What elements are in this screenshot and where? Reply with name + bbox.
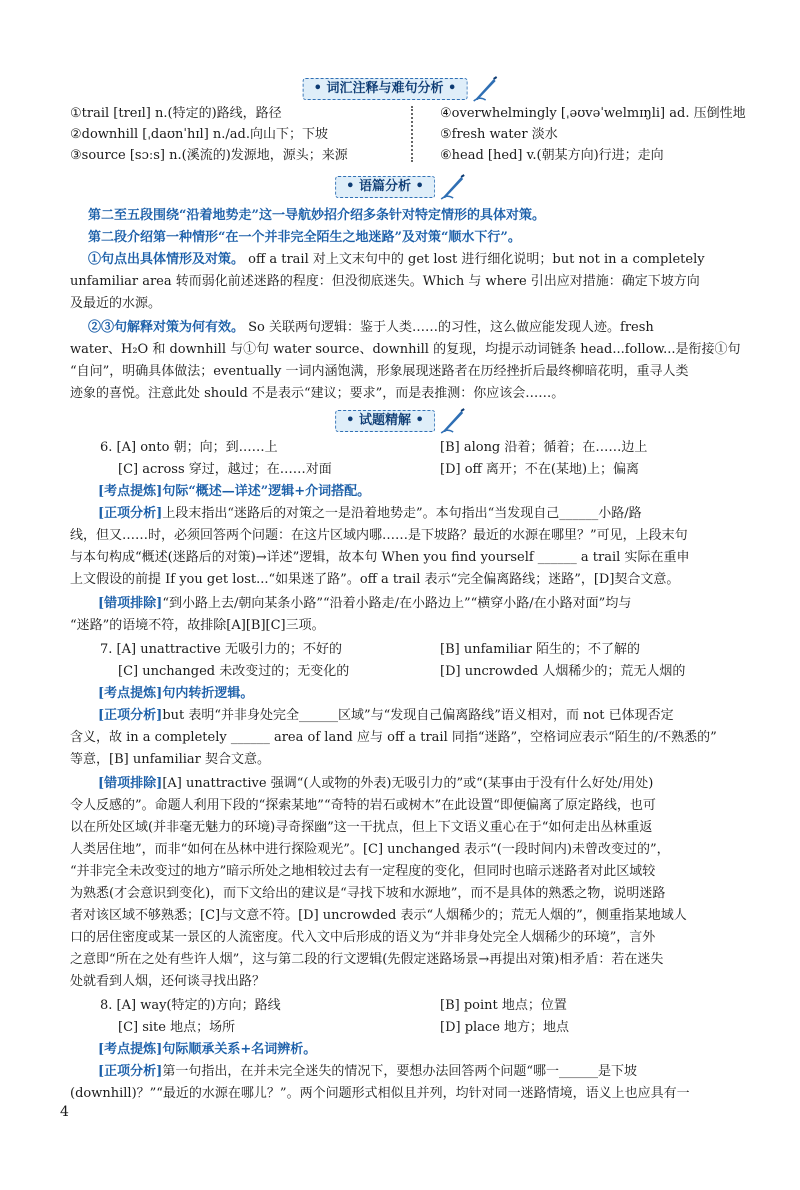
vocab-item-3: ③source [sɔːs] n.(溪流的)发源地，源头；来源 [70,148,348,163]
q7-exclude-line1 [98,774,653,793]
q7-correct-text1: but 表明“并非身处完全______区域”与“发现自己偏离路线”语义相对，而 not 已体现否定 [162,708,674,723]
discourse-overview: 第二至五段围绕“沿着地势走”这一导航妙招介绍多条针对特定情形的具体对策。 [88,208,545,223]
q8-key-point-tag: [考点提炼] [98,1042,163,1057]
quill-pen-icon [439,408,465,434]
q7-exclude-line2: 令人反感的”。命题人利用下段的“探索某地”“奇特的岩石或树木”在此设置“即便偏离了原定路线，也可 [70,798,656,813]
q6-key-point-text: 句际“概述—详述”逻辑+介词搭配。 [162,484,371,499]
section-banner-discourse [335,176,465,198]
q8-option-c: [C] site 地点；场所 [118,1020,236,1035]
q7-exclude-text1: [A] unattractive 强调“(人或物的外表)无吸引力的”或“(某事由于没有什么好处/用处) [162,776,654,791]
q8-option-a: 8. [A] way(特定的)方向；路线 [100,998,281,1013]
discourse-sent1-text: off a trail 对上文末句中的 get lost 进行细化说明；but not in a completely [248,252,705,267]
q7-option-a: 7. [A] unattractive 无吸引力的；不好的 [100,642,342,657]
q7-exclude-line9: 之意即“所在之处有些许人烟”，这与第二段的行文逻辑(先假定迷路场景→再提出对策)相矛盾：若在迷失 [70,952,664,967]
discourse-sent23-line4: 迹象的喜悦。注意此处 should 不是表示“建议；要求”，而是表推测：你应该会……。 [70,386,565,401]
q6-correct-line3: 与本句构成“概述(迷路后的对策)→详述”逻辑，故本句 When you find yourself ______ a trail 实际在重申 [70,550,690,565]
q7-exclude-line4: 人类居住地”，而非“如何在丛林中进行探险观光”。[C] unchanged 表示“(一段时间内)未曾改变过的”， [70,842,670,857]
q7-correct-line2: 含义，故 in a completely ______ area of land 应与 off a trail 同指“迷路”，空格词应表示“陌生的/不熟悉的” [70,730,717,745]
section-banner-exam [335,410,465,432]
discourse-sent23-line2: water、H₂O 和 downhill 与①句 water source、downhill 的复现，均提示动词链条 head...follow...是衔接①句 [70,342,741,357]
q7-key-point-tag: [考点提炼] [98,686,163,701]
q6-option-c: [C] across 穿过，越过；在……对面 [118,462,332,477]
vocab-item-2: ②downhill [ˌdaʊnˈhɪl] n./ad.向山下；下坡 [70,127,328,142]
q7-option-c: [C] unchanged 未改变过的；无变化的 [118,664,350,679]
q6-option-a: 6. [A] onto 朝；向；到……上 [100,440,278,455]
q7-correct-line1 [98,706,674,725]
q8-key-point-text: 句际顺承关系+名词辨析。 [162,1042,317,1057]
q6-correct-tag: [正项分析] [98,506,163,521]
q7-correct-line3: 等意，[B] unfamiliar 契合文意。 [70,752,271,767]
q7-exclude-line5: “并非完全未改变过的地方”暗示所处之地相较过去有一定程度的变化，但同时也暗示迷路者对此区域较 [70,864,656,879]
q6-exclude-text1: “到小路上去/朝向某条小路”“沿着小路走/在小路边上”“横穿小路/在小路对面”均与 [162,596,632,611]
q6-exclude-line1 [98,594,631,613]
q7-exclude-line6: 为熟悉(才会意识到变化)，而下文给出的建议是“寻找下坡和水源地”，而不是具体的熟悉之物，说明迷路 [70,886,666,901]
spiral-divider [411,106,423,162]
quill-pen-icon [471,76,497,102]
q8-option-b: [B] point 地点；位置 [440,998,567,1013]
q6-option-b: [B] along 沿着；循着；在……边上 [440,440,648,455]
discourse-sent23-line1 [88,318,654,337]
section-title-discourse: • 语篇分析 • [335,176,435,198]
discourse-sent23-line3: “自问”，明确具体做法；eventually 一词内涵饱满，形象展现迷路者在历经挫折后最终柳暗花明，重寻人类 [70,364,689,379]
q7-option-d: [D] uncrowded 人烟稀少的；荒无人烟的 [440,664,686,679]
discourse-sent1-line3: 及最近的水源。 [70,296,162,311]
q7-option-b: [B] unfamiliar 陌生的；不了解的 [440,642,641,657]
q8-correct-text1: 第一句指出，在并未完全迷失的情况下，要想办法回答两个问题“哪一______是下坡 [162,1064,637,1079]
q7-exclude-line8: 口的居住密度或某一景区的人流密度。代入文中后形成的语义为“并非身处完全人烟稀少的环境”，言外 [70,930,656,945]
vocab-item-5: ⑤fresh water 淡水 [440,127,558,142]
q7-key-point [98,684,253,703]
q6-exclude-line2: “迷路”的语境不符，故排除[A][B][C]三项。 [70,618,325,633]
q7-exclude-tag: [错项排除] [98,776,163,791]
q6-correct-line1 [98,504,642,523]
q8-correct-line1 [98,1062,637,1081]
vocab-item-6: ⑥head [hed] v.(朝某方向)行进；走向 [440,148,664,163]
q6-correct-line2: 线，但又……时，必须回答两个问题：在这片区域内哪……是下坡路？最近的水源在哪里？”可见，上段末句 [70,528,688,543]
q6-key-point-tag: [考点提炼] [98,484,163,499]
vocab-item-1: ①trail [treɪl] n.(特定的)路线，路径 [70,106,282,121]
q7-key-point-text: 句内转折逻辑。 [162,686,254,701]
q8-correct-tag: [正项分析] [98,1064,163,1079]
section-banner-vocab [303,78,498,100]
q7-exclude-line10: 处就看到人烟，还何谈寻找出路？ [70,974,266,989]
discourse-sent23-text: So 关联两句逻辑：鉴于人类……的习性，这么做应能发现人迹。fresh [248,320,654,335]
section-title-vocab: • 词汇注释与难句分析 • [303,78,468,100]
q6-option-d: [D] off 离开；不在(某地)上；偏离 [440,462,640,477]
quill-pen-icon [439,174,465,200]
q6-correct-text1: 上段末指出“迷路后的对策之一是沿着地势走”。本句指出“当发现自己______小路/路 [162,506,642,521]
discourse-sent1-label: ①句点出具体情形及对策。 [88,252,245,267]
discourse-para2: 第二段介绍第一种情形“在一个并非完全陌生之地迷路”及对策“顺水下行”。 [88,230,521,245]
q6-exclude-tag: [错项排除] [98,596,163,611]
page-number: 4 [60,1104,69,1120]
discourse-sent23-label: ②③句解释对策为何有效。 [88,320,245,335]
discourse-sent1-line1 [88,250,705,269]
section-title-exam: • 试题精解 • [335,410,435,432]
q7-exclude-line3: 以在所处区域(并非毫无魅力的环境)寻奇探幽”这一干扰点，但上下文语义重心在于“如何走出丛林重返 [70,820,653,835]
q6-correct-line4: 上文假设的前提 If you get lost...“如果迷了路”。off a trail 表示“完全偏离路线；迷路”，[D]契合文意。 [70,572,680,587]
discourse-sent1-line2: unfamiliar area 转而弱化前述迷路的程度：但没彻底迷失。Which 与 where 引出应对措施：确定下坡方向 [70,274,700,289]
q8-correct-line2: (downhill)？”“最近的水源在哪儿？”。两个问题形式相似且并列，均针对同一迷路情境，语义上也应具有一 [70,1086,690,1101]
q8-key-point [98,1040,316,1059]
vocab-item-4: ④overwhelmingly [ˌəʊvəˈwelmɪŋli] ad. 压倒性地 [440,106,746,121]
q6-key-point [98,482,370,501]
q8-option-d: [D] place 地方；地点 [440,1020,570,1035]
q7-exclude-line7: 者对该区域不够熟悉；[C]与文意不符。[D] uncrowded 表示“人烟稀少的；荒无人烟的”，侧重指某地域人 [70,908,687,923]
q7-correct-tag: [正项分析] [98,708,163,723]
